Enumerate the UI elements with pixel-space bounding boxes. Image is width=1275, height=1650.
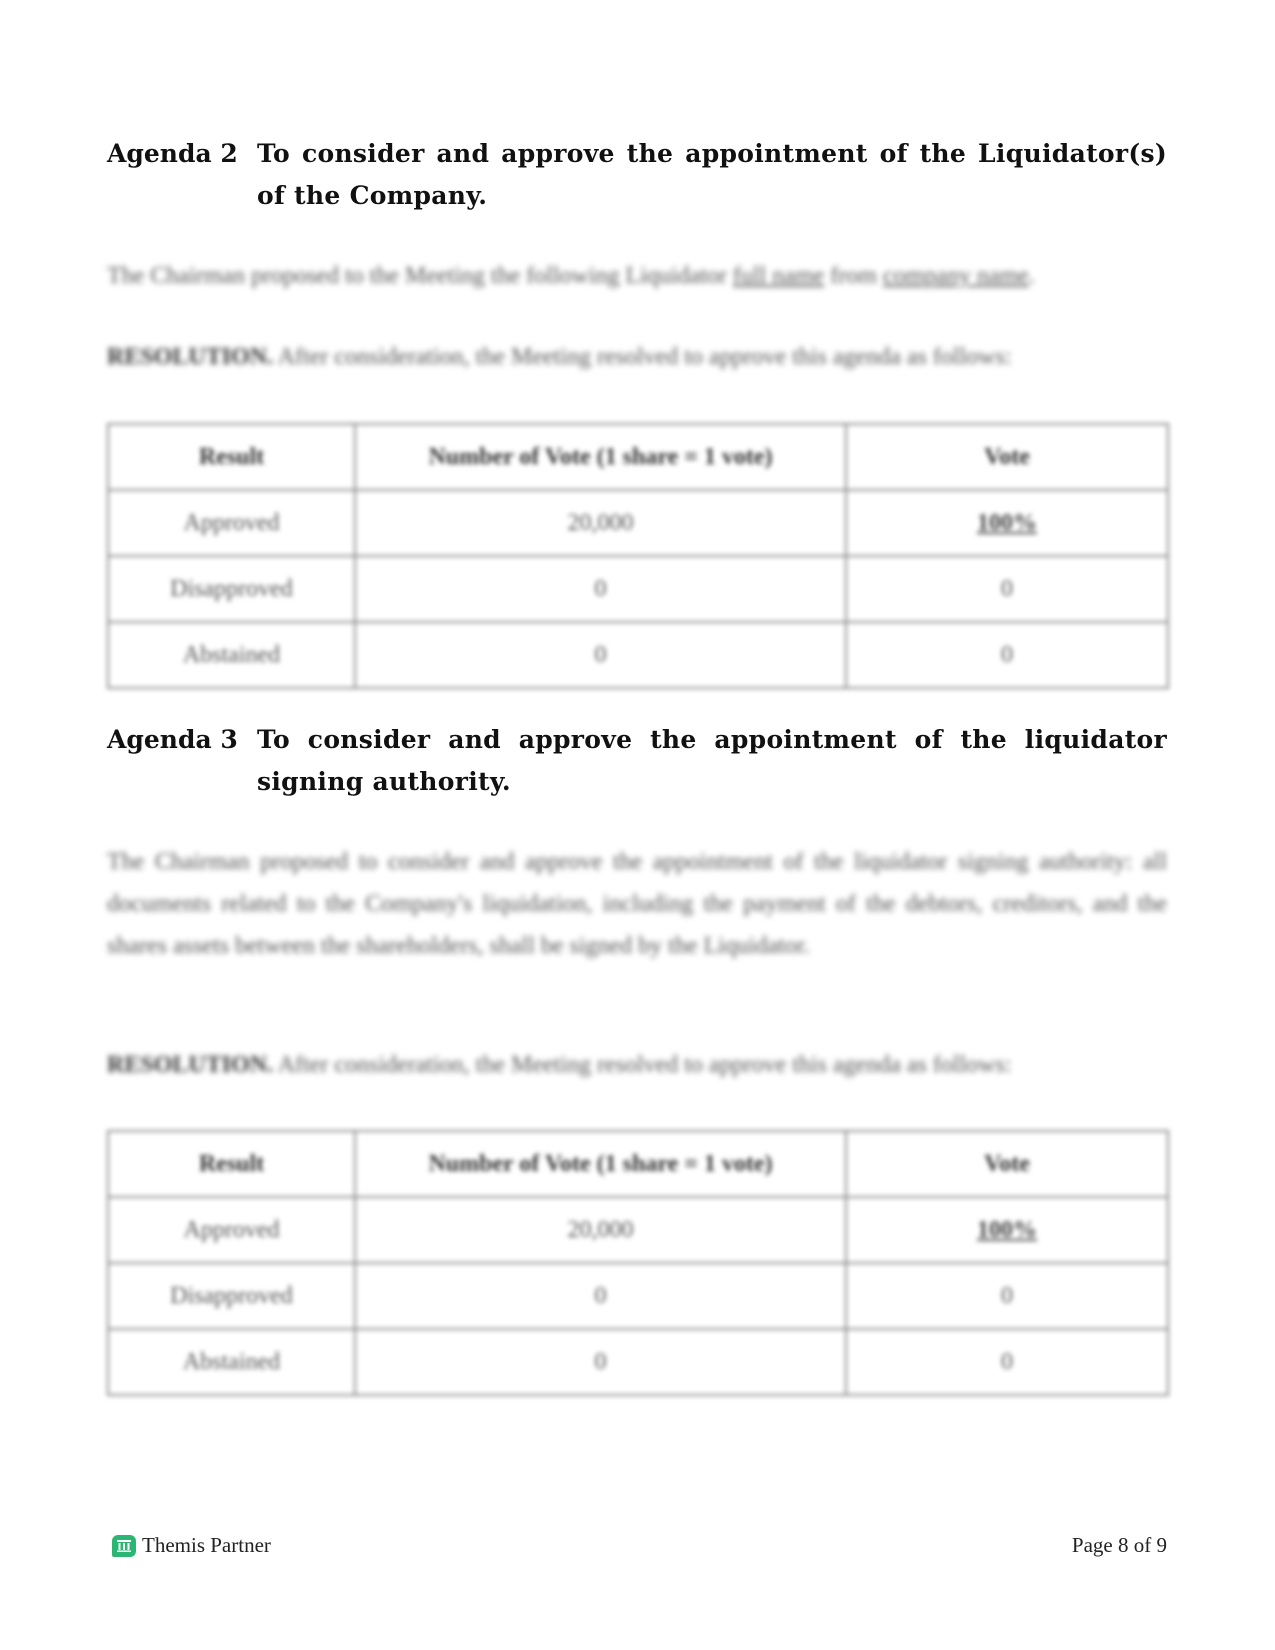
agenda-2-label: Agenda 2 [107, 139, 238, 168]
cell-vote-percent: 0 [846, 1329, 1168, 1395]
header-number-of-vote: Number of Vote (1 share = 1 vote) [355, 424, 846, 490]
agenda-2-intro-suffix: . [1028, 263, 1035, 289]
header-vote: Vote [846, 1131, 1168, 1197]
brand-name: Themis Partner [142, 1533, 271, 1557]
table-row [108, 1263, 1168, 1329]
table-row [108, 490, 1168, 556]
cell-votes: 0 [355, 556, 846, 622]
agenda-3-heading [107, 719, 1167, 803]
header-vote: Vote [846, 424, 1168, 490]
agenda-2-intro [107, 255, 1167, 297]
table-row [108, 1197, 1168, 1263]
page-number: Page 8 of 9 [1071, 1533, 1167, 1557]
table-header-row [108, 424, 1168, 490]
cell-vote-percent: 0 [846, 1263, 1168, 1329]
header-result: Result [108, 1131, 355, 1197]
cell-result: Disapproved [108, 556, 355, 622]
cell-votes: 0 [355, 1329, 846, 1395]
cell-vote-percent: 0 [846, 556, 1168, 622]
agenda-3-vote-table [107, 1130, 1169, 1396]
cell-votes: 20,000 [355, 490, 846, 556]
header-number-of-vote: Number of Vote (1 share = 1 vote) [355, 1131, 846, 1197]
cell-result: Abstained [108, 622, 355, 688]
table-row [108, 556, 1168, 622]
agenda-2-heading [107, 133, 1167, 217]
agenda-2-resolution [107, 336, 1167, 378]
cell-result: Approved [108, 490, 355, 556]
agenda-2-intro-mid: from [824, 263, 883, 289]
agenda-2-title: To consider and approve the appointment of the Liquidator(s) of the Company. [257, 139, 1167, 210]
themis-columns-icon [112, 1535, 136, 1557]
cell-result: Approved [108, 1197, 355, 1263]
agenda-2-vote-table [107, 423, 1169, 689]
table-header-row [108, 1131, 1168, 1197]
footer-brand [112, 1533, 271, 1558]
agenda-3-title: To consider and approve the appointment of the liquidator signing authority. [257, 725, 1167, 796]
cell-vote-percent: 0 [846, 622, 1168, 688]
table-row [108, 1329, 1168, 1395]
agenda-3-resolution-label: RESOLUTION. [107, 1052, 274, 1078]
full-name-field: full name [732, 263, 825, 289]
agenda-3-intro: The Chairman proposed to consider and approve the appointment of the liquidator signing authority: all documents related to the Company's liquidation, including the payment of the debtors, creditors, and the shares assets between the shareholders, shall be signed by the Liquidator. [107, 849, 1167, 959]
agenda-2-intro-prefix: The Chairman proposed to the Meeting the following Liquidator [107, 263, 733, 289]
agenda-2-resolution-label: RESOLUTION. [107, 344, 274, 370]
cell-vote-percent: 100% [846, 490, 1168, 556]
cell-votes: 20,000 [355, 1197, 846, 1263]
agenda-3-resolution-text: After consideration, the Meeting resolved to approve this agenda as follows: [273, 1052, 1012, 1078]
agenda-3-resolution [107, 1044, 1167, 1086]
agenda-2-resolution-text: After consideration, the Meeting resolved to approve this agenda as follows: [273, 344, 1012, 370]
cell-votes: 0 [355, 1263, 846, 1329]
agenda-3-label: Agenda 3 [107, 725, 238, 754]
company-name-field: company name [882, 263, 1029, 289]
cell-votes: 0 [355, 622, 846, 688]
header-result: Result [108, 424, 355, 490]
cell-result: Disapproved [108, 1263, 355, 1329]
table-row [108, 622, 1168, 688]
cell-result: Abstained [108, 1329, 355, 1395]
cell-vote-percent: 100% [846, 1197, 1168, 1263]
